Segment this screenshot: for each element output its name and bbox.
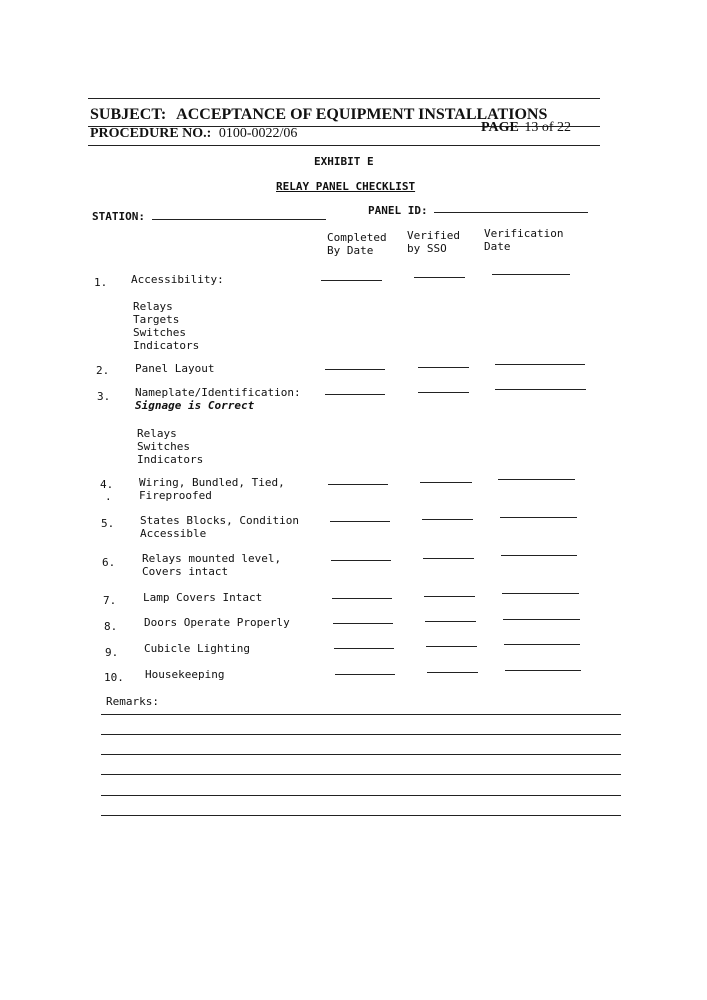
completed-date-line[interactable]: [328, 484, 388, 485]
item-number: 5.: [101, 517, 115, 530]
item-label: Lamp Covers Intact: [143, 591, 263, 604]
procedure-label: PROCEDURE NO.:: [90, 126, 212, 141]
completed-date-line[interactable]: [330, 521, 390, 522]
item-number: 2.: [96, 364, 110, 377]
item-label-line: States Blocks, Condition: [140, 514, 299, 527]
item-label-line: Nameplate/Identification:: [135, 386, 301, 399]
verified-sso-line[interactable]: [414, 277, 465, 278]
item-number: 6.: [102, 556, 116, 569]
item-label-line: Covers intact: [142, 565, 229, 578]
page-label: PAGE: [481, 120, 519, 135]
completed-date-line[interactable]: [333, 623, 393, 624]
verification-date-line[interactable]: [503, 619, 580, 620]
item-label-line: Relays mounted level,: [142, 552, 282, 565]
station-label: STATION:: [92, 210, 145, 223]
verified-sso-line[interactable]: [418, 367, 469, 368]
remarks-line[interactable]: [101, 815, 621, 816]
column-header-verified: [407, 229, 460, 255]
verified-sso-line[interactable]: [426, 646, 477, 647]
item-number: 3.: [97, 390, 111, 403]
item-label: Doors Operate Properly: [144, 616, 290, 629]
verified-sso-line[interactable]: [423, 558, 474, 559]
column-header-completed-line2: By Date: [327, 244, 374, 257]
item-label-line: Accessible: [140, 527, 207, 540]
remarks-label: Remarks:: [106, 695, 159, 708]
verified-sso-line[interactable]: [422, 519, 473, 520]
completed-date-line[interactable]: [335, 674, 395, 675]
item-subitems: [133, 300, 199, 352]
subitem: Indicators: [133, 339, 200, 352]
subject-line: [90, 106, 547, 124]
item-number: 8.: [104, 620, 118, 633]
panel-id-label: PANEL ID:: [368, 204, 428, 217]
verification-date-line[interactable]: [504, 644, 580, 645]
verification-date-line[interactable]: [502, 593, 579, 594]
column-header-verification-date: [484, 227, 563, 253]
remarks-line[interactable]: [101, 795, 621, 796]
procedure-line: [90, 126, 297, 142]
verified-sso-line[interactable]: [418, 392, 469, 393]
subitem: Switches: [133, 326, 186, 339]
item-number: 4.: [100, 478, 114, 491]
item-label: Panel Layout: [135, 362, 215, 375]
column-header-verification-date-line1: Verification: [484, 227, 564, 240]
column-header-verification-date-line2: Date: [484, 240, 511, 253]
header-bottom-rule: [88, 145, 600, 146]
item-label: [135, 386, 301, 412]
verification-date-line[interactable]: [498, 479, 575, 480]
completed-date-line[interactable]: [325, 394, 385, 395]
item-number: 1.: [94, 276, 108, 289]
item-label-line: Wiring, Bundled, Tied,: [139, 476, 285, 489]
checklist-title: RELAY PANEL CHECKLIST: [276, 180, 416, 193]
item-label: Housekeeping: [145, 668, 225, 681]
completed-date-line[interactable]: [332, 598, 392, 599]
item-number: 10.: [104, 671, 124, 684]
verified-sso-line[interactable]: [424, 596, 475, 597]
item-label: [142, 552, 281, 578]
header-top-rule: [88, 98, 600, 99]
item-number: 9.: [105, 646, 119, 659]
procedure-number: 0100-0022/06: [218, 126, 298, 141]
verification-date-line[interactable]: [495, 389, 586, 390]
verification-date-line[interactable]: [505, 670, 581, 671]
verified-sso-line[interactable]: [420, 482, 472, 483]
item-label: Cubicle Lighting: [144, 642, 250, 655]
item-label: Accessibility:: [131, 273, 224, 286]
item-subitems: [137, 427, 203, 466]
column-header-verified-line2: by SSO: [407, 242, 447, 255]
subject-value: ACCEPTANCE OF EQUIPMENT INSTALLATIONS: [176, 106, 548, 123]
completed-date-line[interactable]: [325, 369, 385, 370]
exhibit-title: EXHIBIT E: [314, 155, 374, 168]
remarks-line[interactable]: [101, 714, 621, 715]
panel-id-input-line[interactable]: [434, 212, 588, 213]
station-input-line[interactable]: [152, 219, 326, 220]
subitem: Indicators: [137, 453, 204, 466]
verification-date-line[interactable]: [500, 517, 577, 518]
completed-date-line[interactable]: [321, 280, 382, 281]
item-number-dot: .: [105, 490, 112, 503]
completed-date-line[interactable]: [331, 560, 391, 561]
verified-sso-line[interactable]: [427, 672, 478, 673]
subitem: Relays: [133, 300, 173, 313]
page-value: 13 of 22: [524, 120, 572, 135]
subitem: Switches: [137, 440, 190, 453]
verified-sso-line[interactable]: [425, 621, 476, 622]
column-header-verified-line1: Verified: [407, 229, 460, 242]
verification-date-line[interactable]: [495, 364, 585, 365]
item-label: [139, 476, 285, 502]
verification-date-line[interactable]: [501, 555, 577, 556]
subitem: Relays: [137, 427, 177, 440]
page-indicator: [481, 120, 571, 136]
remarks-line[interactable]: [101, 734, 621, 735]
column-header-completed: [327, 231, 387, 257]
subject-label: SUBJECT:: [90, 106, 167, 123]
item-label: [140, 514, 299, 540]
column-header-completed-line1: Completed: [327, 231, 387, 244]
subitem: Targets: [133, 313, 180, 326]
item-label-line: Fireproofed: [139, 489, 212, 502]
item-number: 7.: [103, 594, 117, 607]
completed-date-line[interactable]: [334, 648, 394, 649]
item-note: Signage is Correct: [135, 399, 255, 412]
remarks-line[interactable]: [101, 754, 621, 755]
verification-date-line[interactable]: [492, 274, 570, 275]
remarks-line[interactable]: [101, 774, 621, 775]
